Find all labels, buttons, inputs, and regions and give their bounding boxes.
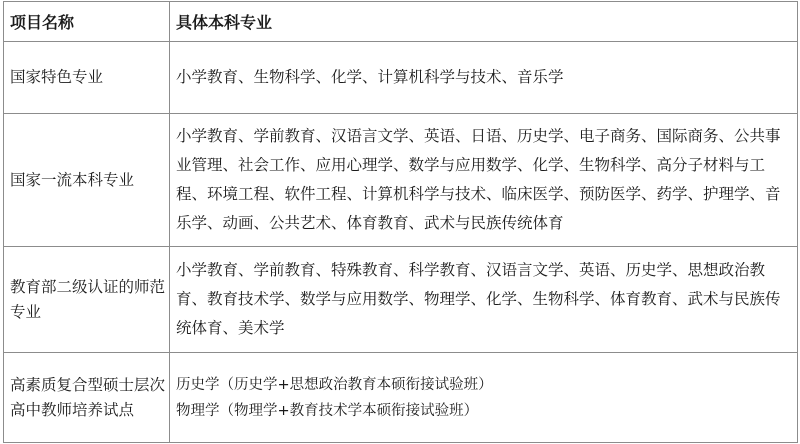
majors-cell: 小学教育、学前教育、汉语言文学、英语、日语、历史学、电子商务、国际商务、公共事业管理、社会工作、应用心理学、数学与应用数学、化学、生物科学、高分子材料与工程、环境工程、软件工程、计算机科学与技术、临床医学、预防医学、药学、护理学、音乐学、动画、公共艺术、体育教育、武术与民族传统体育	[170, 114, 798, 247]
majors-line: 历史学（历史学+思想政治教育本硕衔接试验班）	[176, 376, 493, 393]
majors-cell: 小学教育、学前教育、特殊教育、科学教育、汉语言文学、英语、历史学、思想政治教育、教育技术学、数学与应用数学、物理学、化学、生物科学、体育教育、武术与民族传统体育、美术学	[170, 247, 798, 353]
table-header-row	[4, 2, 798, 42]
table-row	[4, 247, 798, 353]
table-row	[4, 42, 798, 114]
header-specific-majors: 具体本科专业	[170, 2, 798, 42]
project-name-cell: 国家特色专业	[4, 42, 170, 114]
majors-cell	[170, 353, 798, 443]
table-row	[4, 114, 798, 247]
majors-table	[3, 1, 798, 443]
project-name-cell: 国家一流本科专业	[4, 114, 170, 247]
project-name-cell: 教育部二级认证的师范专业	[4, 247, 170, 353]
majors-cell: 小学教育、生物科学、化学、计算机科学与技术、音乐学	[170, 42, 798, 114]
project-name-cell: 高素质复合型硕士层次高中教师培养试点	[4, 353, 170, 443]
table-row	[4, 353, 798, 443]
majors-line: 物理学（物理学+教育技术学本硕衔接试验班）	[176, 402, 479, 419]
header-project-name: 项目名称	[4, 2, 170, 42]
